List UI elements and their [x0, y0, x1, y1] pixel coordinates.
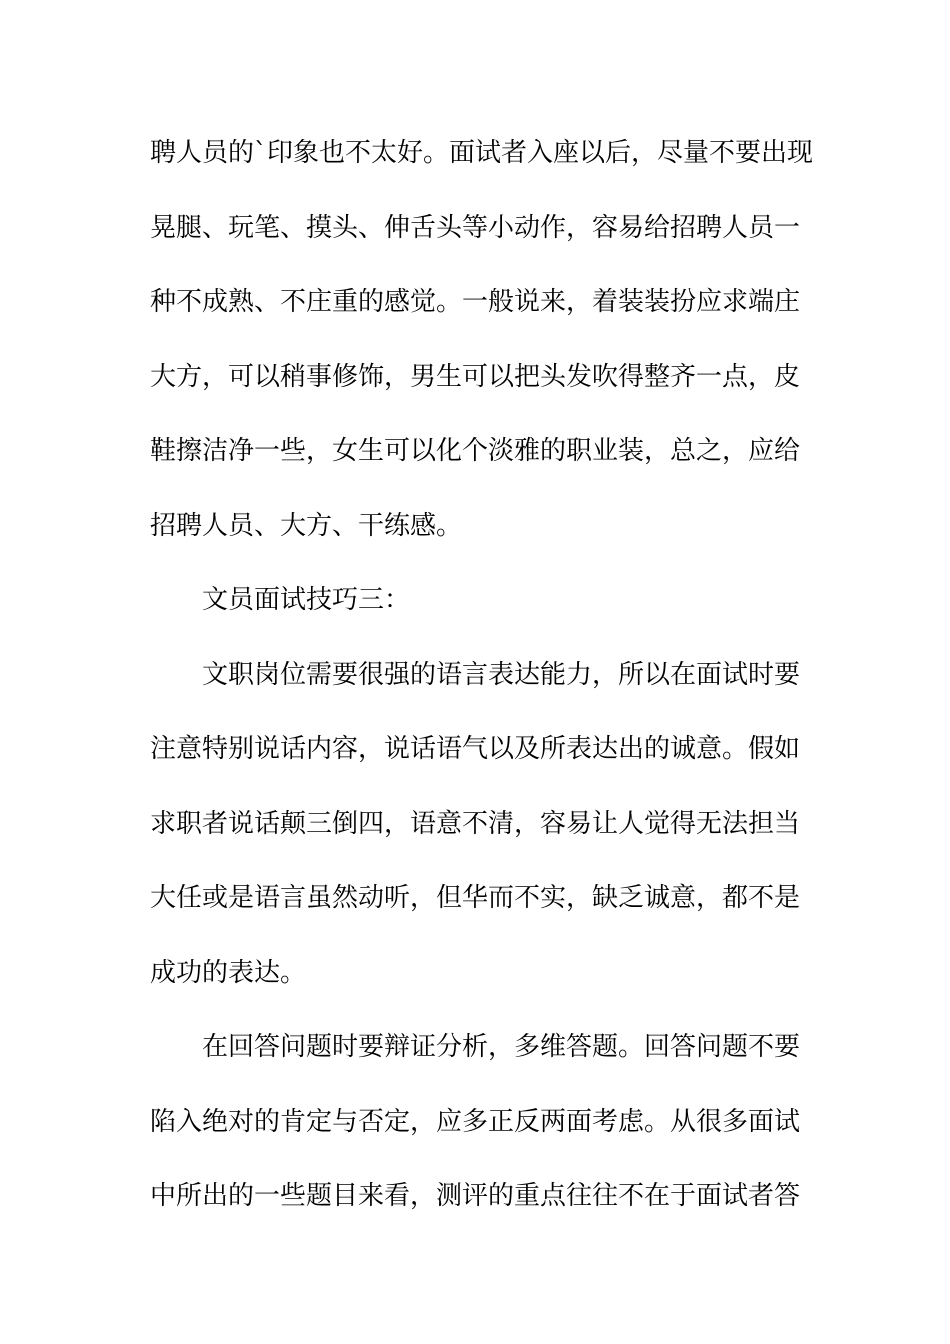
text-line: 求职者说话颠三倒四，语意不清，容易让人觉得无法担当 [150, 808, 801, 839]
text-line: 文职岗位需要很强的语言表达能力，所以在面试时要 [202, 659, 801, 690]
text-line: 鞋擦洁净一些，女生可以化个淡雅的职业装，总之，应给 [150, 436, 801, 466]
text-line: 聘人员的`印象也不太好。面试者入座以后，尽量不要出现 [150, 138, 814, 168]
text-line: 晃腿、玩笔、摸头、伸舌头等小动作，容易给招聘人员一 [150, 212, 801, 243]
section-heading: 文员面试技巧三： [202, 585, 411, 615]
text-line: 在回答问题时要辩证分析，多维答题。回答问题不要 [202, 1032, 801, 1062]
text-line: 大方，可以稍事修饰，男生可以把头发吹得整齐一点，皮 [150, 361, 801, 392]
text-line: 招聘人员、大方、干练感。 [150, 510, 463, 541]
text-line: 陷入绝对的肯定与否定，应多正反两面考虑。从很多面试 [150, 1106, 801, 1137]
text-line: 中所出的一些题目来看，测评的重点往往不在于面试者答 [150, 1181, 801, 1211]
text-line: 注意特别说话内容，说话语气以及所表达出的诚意。假如 [150, 734, 801, 764]
text-line: 大任或是语言虽然动听，但华而不实，缺乏诚意，都不是 [150, 883, 801, 913]
document-body [150, 116, 814, 1234]
text-line: 种不成熟、不庄重的感觉。一般说来，着装装扮应求端庄 [150, 287, 801, 317]
text-line: 成功的表达。 [150, 957, 307, 988]
